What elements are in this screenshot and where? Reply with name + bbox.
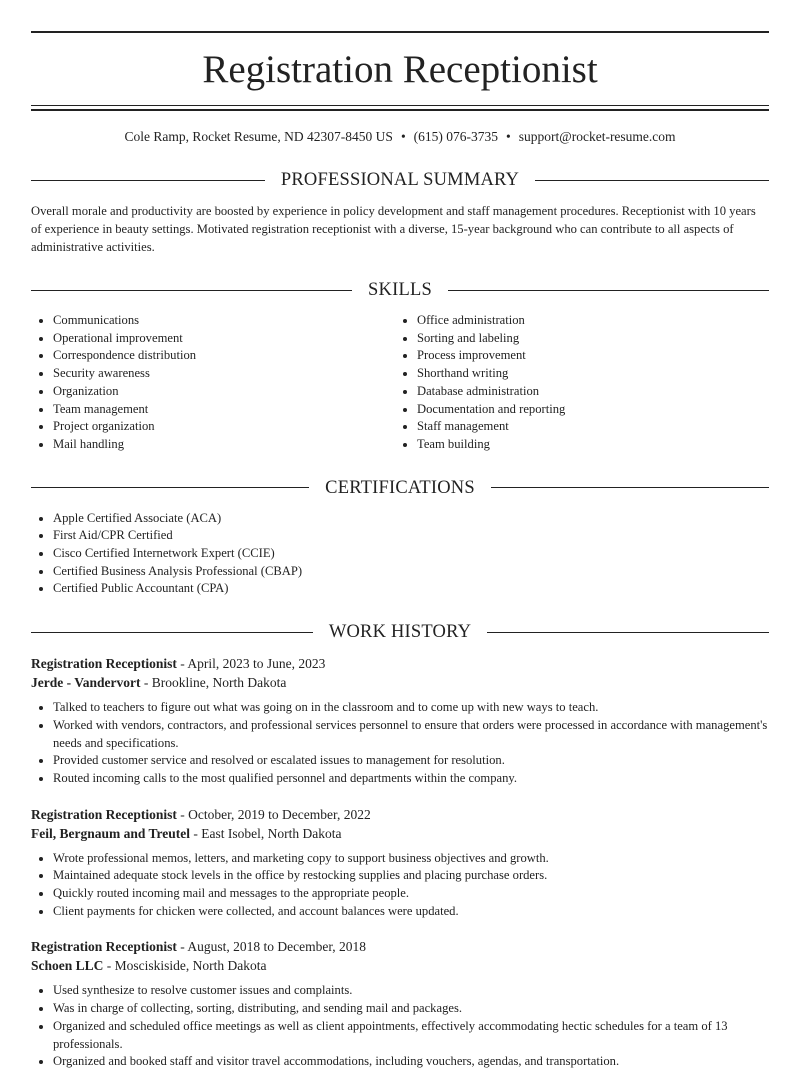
skills-column-left	[31, 312, 395, 454]
certification-item: • Certified Business Analysis Professional (CBAP)	[53, 563, 769, 581]
skills-heading	[31, 278, 769, 302]
job-location: - East Isobel, North Dakota	[190, 825, 342, 841]
job-duty-item: • Organized and booked staff and visitor travel accommodations, including vouchers, agendas, and transportation.	[53, 1053, 769, 1071]
certification-item: • First Aid/CPR Certified	[53, 527, 769, 545]
job-role-line	[31, 805, 769, 824]
top-rule	[31, 31, 769, 33]
job-company: Jerde - Vandervort	[31, 675, 141, 691]
work-history-title: WORK HISTORY	[328, 622, 472, 643]
job-dates: - October, 2019 to December, 2022	[176, 806, 371, 822]
job-entry	[31, 937, 769, 1071]
job-role: Registration Receptionist	[31, 939, 177, 955]
skill-item: • Correspondence distribution	[53, 347, 395, 365]
job-duty-item: • Worked with vendors, contractors, and professional services personnel to ensure that orders were processed in accordance with management's needs and specifications.	[53, 717, 769, 752]
certification-item: • Certified Public Accountant (CPA)	[53, 580, 769, 598]
job-duty-item: • Used synthesize to resolve customer issues and complaints.	[53, 982, 769, 1000]
contact-address: Cole Ramp, Rocket Resume, ND 42307-8450 US	[124, 129, 393, 144]
skills-list-right	[395, 312, 759, 454]
heading-rule	[31, 290, 352, 291]
certification-item: • Cisco Certified Internetwork Expert (CCIE)	[53, 545, 769, 563]
skill-item: • Sorting and labeling	[417, 330, 759, 348]
skills-list-left	[31, 312, 395, 454]
skill-item: • Shorthand writing	[417, 365, 759, 383]
summary-title: PROFESSIONAL SUMMARY	[280, 170, 520, 190]
resume-page	[31, 0, 769, 1071]
skill-item: • Process improvement	[417, 347, 759, 365]
skill-item: • Documentation and reporting	[417, 401, 759, 419]
skill-item: • Communications	[53, 312, 395, 330]
skill-item: • Team management	[53, 401, 395, 419]
contact-line	[31, 128, 769, 146]
job-duty-item: • Talked to teachers to figure out what was going on in the classroom and to come up with new ways to teach.	[53, 699, 769, 717]
job-duty-item: • Organized and scheduled office meetings as well as client appointments, effectively accommodating hectic schedules for a team of 13 professionals.	[53, 1018, 769, 1053]
job-role: Registration Receptionist	[31, 806, 177, 822]
job-role-line	[31, 654, 769, 673]
job-location: - Mosciskiside, North Dakota	[103, 958, 267, 974]
skill-item: • Mail handling	[53, 436, 395, 454]
heading-rule	[31, 180, 265, 181]
job-duty-item: • Maintained adequate stock levels in the office by restocking supplies and placing purchase orders.	[53, 867, 769, 885]
skills-column-right	[395, 312, 759, 454]
job-duties	[31, 982, 769, 1071]
skill-item: • Database administration	[417, 383, 759, 401]
certification-item: • Apple Certified Associate (ACA)	[53, 510, 769, 528]
summary-text: Overall morale and productivity are boosted by experience in policy development and staff management procedures. Receptionist with 10 years of experience in beauty settings. Motivated registration receptionist with a diverse, 15-year background who can contribute to all aspects of administrative activities.	[31, 204, 756, 254]
heading-rule	[31, 632, 313, 633]
skill-item: • Operational improvement	[53, 330, 395, 348]
skill-item: • Staff management	[417, 418, 759, 436]
job-company: Schoen LLC	[31, 958, 104, 974]
job-duty-item: • Routed incoming calls to the most qualified personnel and departments within the company.	[53, 770, 769, 788]
skills-title: SKILLS	[368, 280, 432, 300]
contact-separator: •	[400, 129, 406, 144]
certifications-title: CERTIFICATIONS	[325, 477, 475, 498]
heading-rule	[31, 487, 309, 488]
skill-item: • Office administration	[417, 312, 759, 330]
job-location: - Brookline, North Dakota	[140, 675, 287, 691]
job-duty-item: • Was in charge of collecting, sorting, distributing, and sending mail and packages.	[53, 1000, 769, 1018]
skill-item: • Team building	[417, 436, 759, 454]
skill-item: • Project organization	[53, 418, 395, 436]
heading-rule	[487, 632, 769, 633]
job-role: Registration Receptionist	[31, 656, 177, 672]
certifications-list	[31, 510, 769, 599]
heading-rule	[535, 180, 769, 181]
resume-title: Registration Receptionist	[202, 48, 598, 91]
summary-heading	[31, 168, 769, 192]
heading-rule	[491, 487, 769, 488]
job-company-line	[31, 824, 769, 843]
skills-columns	[31, 312, 769, 454]
job-dates: - April, 2023 to June, 2023	[176, 656, 326, 672]
work-history-heading	[31, 620, 769, 644]
job-duties	[31, 850, 769, 921]
job-duties	[31, 699, 769, 788]
job-duty-item: • Provided customer service and resolved or escalated issues to management for resolution.	[53, 752, 769, 770]
job-duty-item: • Quickly routed incoming mail and messages to the appropriate people.	[53, 885, 769, 903]
job-entry	[31, 654, 769, 788]
contact-separator: •	[506, 129, 511, 144]
skill-item: • Organization	[53, 383, 395, 401]
job-dates: - August, 2018 to December, 2018	[176, 939, 367, 955]
skill-item: • Security awareness	[53, 365, 395, 383]
job-duty-item: • Wrote professional memos, letters, and marketing copy to support business objectives and growth.	[53, 850, 769, 868]
job-entry	[31, 805, 769, 921]
contact-phone: (615) 076-3735	[413, 129, 499, 144]
heading-rule	[448, 290, 769, 291]
title-double-rule	[31, 105, 769, 111]
certifications-heading	[31, 476, 769, 500]
job-role-line	[31, 937, 769, 956]
job-duty-item: • Client payments for chicken were collected, and account balances were updated.	[53, 903, 769, 921]
job-company: Feil, Bergnaum and Treutel	[31, 825, 191, 841]
job-company-line	[31, 673, 769, 692]
contact-email: support@rocket-resume.com	[518, 129, 676, 144]
job-company-line	[31, 956, 769, 975]
